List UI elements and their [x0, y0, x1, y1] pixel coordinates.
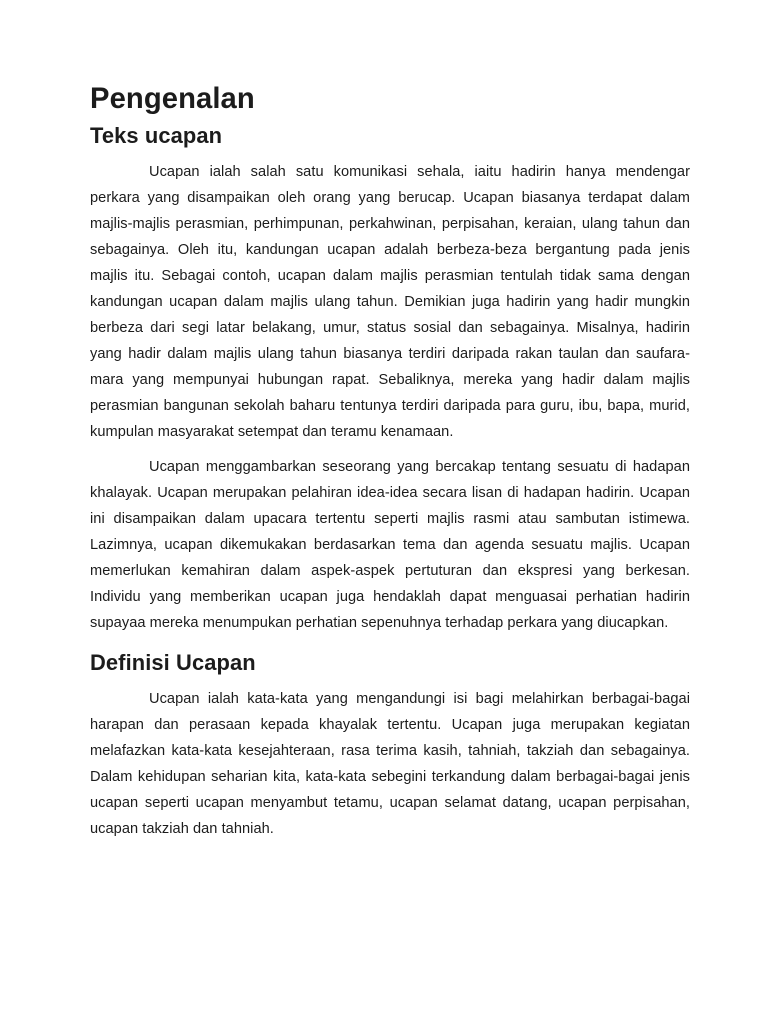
heading-intro: Pengenalan [90, 83, 255, 115]
document-body [90, 83, 690, 842]
paragraph-2: Ucapan menggambarkan seseorang yang bercakap tentang sesuatu di hadapan khalayak. Ucapan merupakan pelahiran idea-idea secara lisan di hadapan hadirin. Ucapan ini disampaikan dalam upacara tertentu seperti majlis rasmi atau sambutan istimewa. Lazimnya, ucapan dikemukakan berdasarkan tema dan agenda sesuatu majlis. Ucapan memerlukan kemahiran dalam aspek-aspek pertuturan dan ekspresi yang berkesan. Individu yang memberikan ucapan juga hendaklah dapat menguasai perhatian hadirin supayaa mereka menumpukan perhatian sepenuhnya terhadap perkara yang diucapkan. [90, 459, 690, 631]
paragraph-1: Ucapan ialah salah satu komunikasi sehala, iaitu hadirin hanya mendengar perkara yang disampaikan oleh orang yang berucap. Ucapan biasanya terdapat dalam majlis-majlis perasmian, perhimpunan, perkahwinan, perpisahan, keraian, ulang tahun dan sebagainya. Oleh itu, kandungan ucapan adalah berbeza-beza bergantung pada jenis majlis itu. Sebagai contoh, ucapan dalam majlis perasmian tentulah tidak sama dengan kandungan ucapan dalam majlis ulang tahun. Demikian juga hadirin yang hadir mungkin berbeza dari segi latar belakang, umur, status sosial dan sebagainya. Misalnya, hadirin yang hadir dalam majlis ulang tahun biasanya terdiri daripada rakan taulan dan saufara-mara yang mempunyai hubungan rapat. Sebaliknya, mereka yang hadir dalam majlis perasmian bangunan sekolah baharu tentunya terdiri daripada para guru, ibu, bapa, murid, kumpulan masyarakat setempat dan teramu kenamaan. [90, 164, 690, 440]
heading-speech-text: Teks ucapan [90, 123, 223, 148]
paragraph-3: Ucapan ialah kata-kata yang mengandungi isi bagi melahirkan berbagai-bagai harapan dan perasaan kepada khayalak tertentu. Ucapan juga merupakan kegiatan melafazkan kata-kata kesejahteraan, rasa terima kasih, tahniah, takziah dan sebagainya. Dalam kehidupan seharian kita, kata-kata sebegini terkandung dalam berbagai-bagai jenis ucapan seperti ucapan menyambut tetamu, ucapan selamat datang, ucapan perpisahan, ucapan takziah dan tahniah. [90, 691, 690, 837]
heading-definition: Definisi Ucapan [90, 650, 256, 675]
